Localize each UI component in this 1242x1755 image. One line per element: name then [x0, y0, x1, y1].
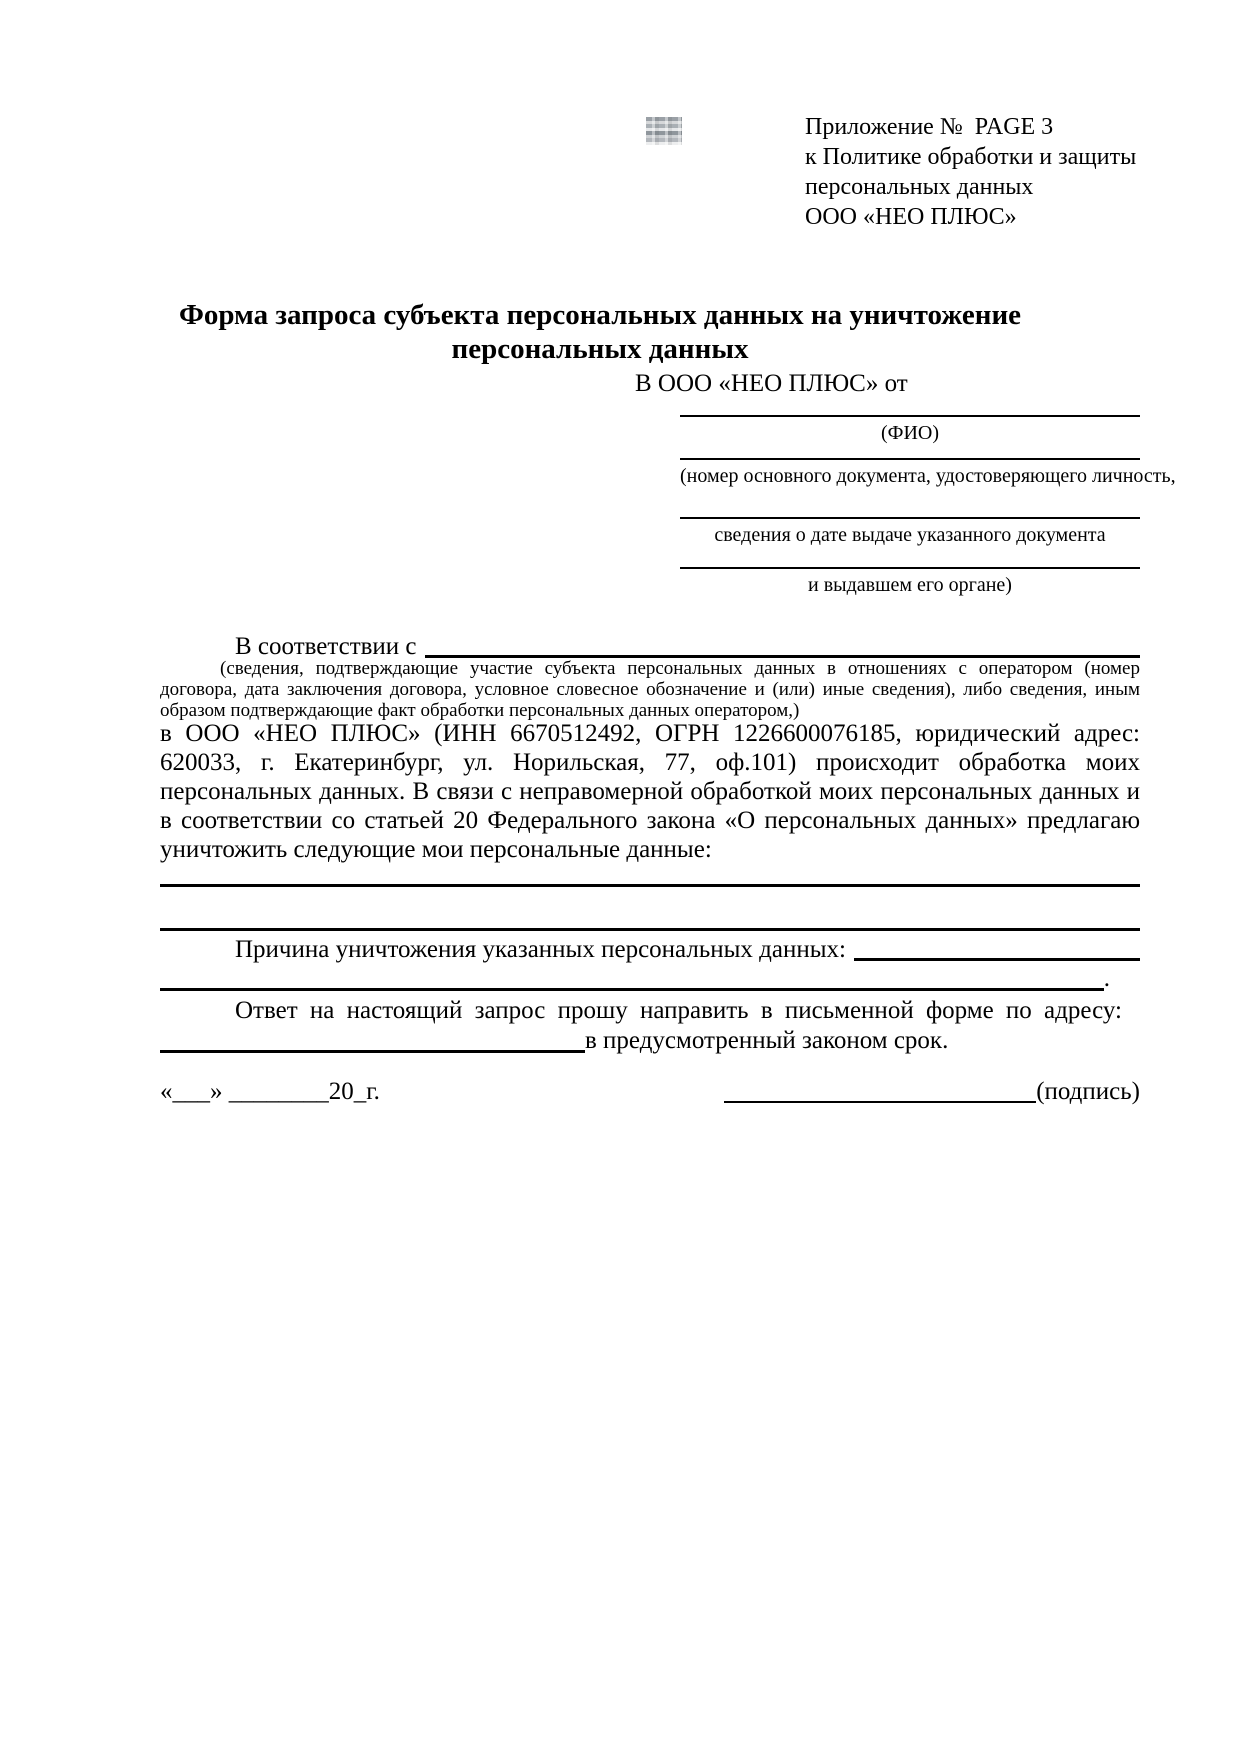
addressee-line: В ООО «НЕО ПЛЮС» от: [635, 370, 908, 397]
field-issuing-authority: [680, 567, 1140, 596]
field-document-number: [680, 458, 1176, 487]
fill-in-blank: [854, 958, 1140, 961]
reason-blank-row: [160, 964, 1110, 993]
form-title-line: Форма запроса субъекта персональных данных на уничтожение: [178, 299, 1022, 331]
signature-line: [724, 1101, 1036, 1103]
fill-in-blank: [160, 1050, 585, 1053]
field-caption: и выдавшем его органе): [808, 574, 1012, 596]
signature-caption: (подпись): [1036, 1078, 1140, 1105]
signature-block: [724, 1077, 1140, 1106]
accordance-lead: В соответствии с: [235, 633, 417, 660]
field-fio: [680, 415, 1140, 444]
field-issue-date: [680, 517, 1140, 546]
appendix-header: [805, 112, 1136, 232]
form-title: [150, 298, 1050, 366]
reason-row: [160, 935, 1140, 964]
reply-suffix: в предусмотренный законом срок.: [585, 1027, 949, 1054]
field-caption: (ФИО): [880, 422, 939, 444]
accordance-row: [160, 632, 1140, 661]
appendix-header-line: Приложение № PAGE 3: [805, 114, 1054, 140]
fill-in-line: [160, 928, 1140, 931]
field-caption: (номер основного документа, удостоверяющего личность,: [680, 465, 1176, 487]
field-caption: сведения о дате выдаче указанного документа: [714, 524, 1106, 546]
fill-in-line: [160, 884, 1140, 887]
date-blank: «___» ________20_г.: [160, 1078, 380, 1105]
appendix-header-line: персональных данных: [805, 174, 1034, 200]
body-paragraph: в ООО «НЕО ПЛЮС» (ИНН 6670512492, ОГРН 1226600076185, юридический адрес: 620033, г. Екатеринбург, ул. Норильская, 77, оф.101) происходит обработка моих персональных данных. В связи с неправомерной обработкой моих персональных данных и в соответствии со статьей 20 Федерального закона «О персональных данных» предлагаю уничтожить следующие мои персональные данные:: [160, 720, 1140, 863]
reply-continuation-row: [160, 1026, 1140, 1055]
reason-label: Причина уничтожения указанных персональных данных:: [235, 936, 846, 963]
appendix-header-line: ООО «НЕО ПЛЮС»: [805, 204, 1017, 230]
reply-line: Ответ на настоящий запрос прошу направить в письменной форме по адресу:: [235, 997, 1122, 1024]
pixelated-artifact: [646, 117, 682, 145]
date-signature-row: [160, 1077, 1140, 1106]
fine-print-note: (сведения, подтверждающие участие субъекта персональных данных в отношениях с оператором (номер договора, дата заключения договора, условное словесное обозначение и (или) иные сведения), либо сведения, иным образом подтверждающие факт обработки персональных данных оператором,): [160, 658, 1140, 721]
form-title-line: персональных данных: [451, 333, 749, 365]
fill-in-blank: [160, 988, 1104, 991]
blank-terminator: .: [1103, 965, 1110, 992]
appendix-header-line: к Политике обработки и защиты: [805, 144, 1137, 170]
